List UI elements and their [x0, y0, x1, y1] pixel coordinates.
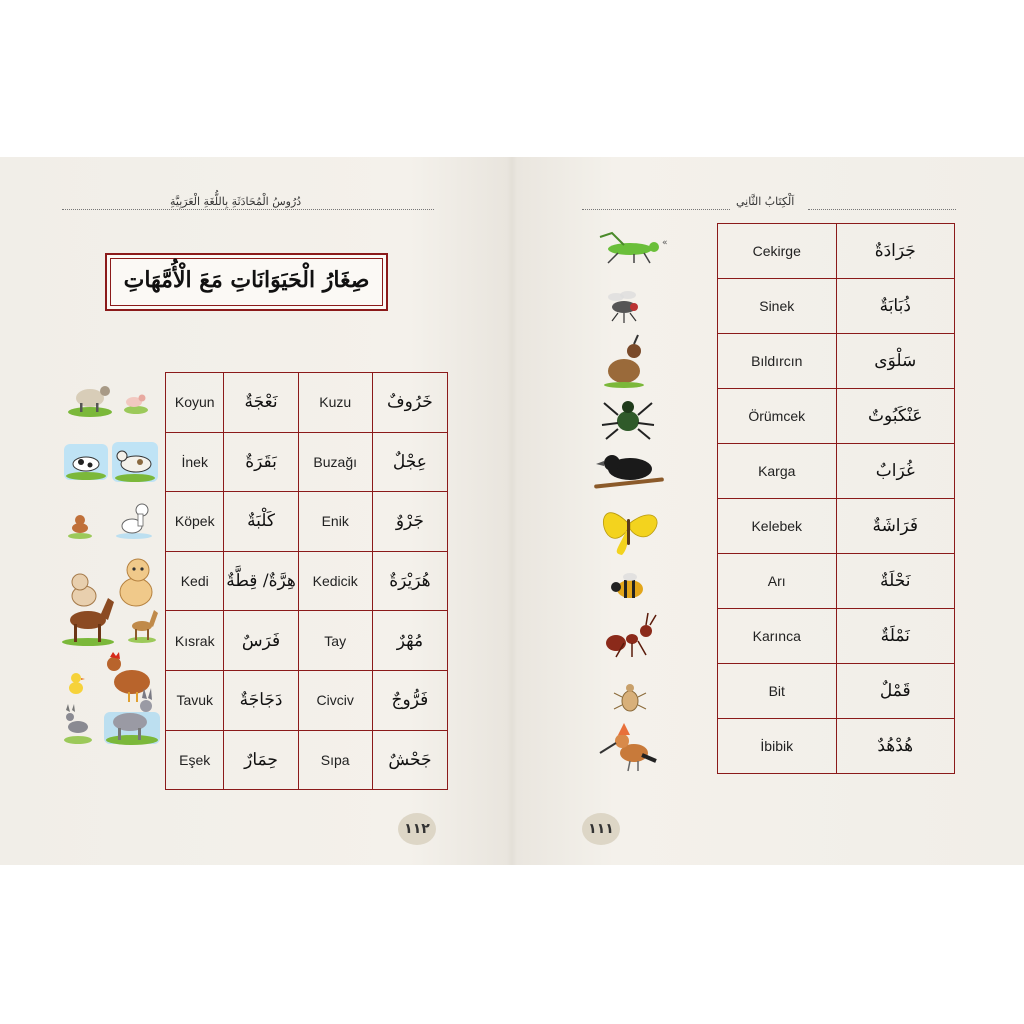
ant-icon [606, 613, 656, 657]
mother-turkish-cell: Eşek [166, 730, 224, 790]
young-arabic-cell: جَرْوٌ [372, 492, 447, 552]
table-row [718, 334, 955, 389]
young-turkish-cell: Sıpa [298, 730, 372, 790]
left-page-number: ١١٢ [398, 813, 436, 845]
young-turkish-cell: Civciv [298, 670, 372, 730]
right-page [512, 157, 1024, 865]
mother-turkish-cell: Koyun [166, 373, 224, 433]
young-turkish-cell: Kuzu [298, 373, 372, 433]
arabic-cell: نَمْلَةٌ [836, 609, 955, 664]
turkish-cell: Cekirge [718, 224, 837, 279]
fly-icon [608, 291, 638, 323]
table-row [718, 499, 955, 554]
table-row [718, 224, 955, 279]
arabic-cell: ذُبَابَةٌ [836, 279, 955, 334]
creature-icons [594, 223, 674, 773]
left-running-head: دُرُوسُ الْمُحَادَثَةِ بِاللُّغَةِ الْعَرَبِيَّةِ [170, 195, 302, 208]
grasshopper-icon [600, 233, 668, 263]
table-row [718, 664, 955, 719]
sheep-and-lamb-illustration [68, 386, 148, 417]
right-header-rule-2 [808, 209, 956, 210]
turkish-cell: Örümcek [718, 389, 837, 444]
young-animals-table [165, 372, 448, 790]
young-arabic-cell: فَرُّوجٌ [372, 670, 447, 730]
bee-icon [611, 573, 643, 598]
right-running-head: اَلْكِتَابُ الثَّانِي [736, 195, 795, 208]
mother-turkish-cell: Köpek [166, 492, 224, 552]
turkish-cell: Sinek [718, 279, 837, 334]
table-row [166, 373, 448, 433]
young-turkish-cell: Tay [298, 611, 372, 671]
young-turkish-cell: Enik [298, 492, 372, 552]
table-row [166, 730, 448, 790]
arabic-cell: سَلْوَى [836, 334, 955, 389]
turkish-cell: Karga [718, 444, 837, 499]
table-row [166, 551, 448, 611]
dog-and-puppy-illustration [68, 504, 152, 539]
young-turkish-cell: Buzağı [298, 432, 372, 492]
mother-arabic-cell: نَعْجَةٌ [224, 373, 298, 433]
table-row [718, 389, 955, 444]
svg-text:«: « [662, 238, 668, 248]
right-page-number: ١١١ [582, 813, 620, 845]
table-row [166, 432, 448, 492]
butterfly-icon [603, 513, 657, 555]
young-arabic-cell: عِجْلٌ [372, 432, 447, 492]
turkish-cell: Bit [718, 664, 837, 719]
insects-birds-table [717, 223, 955, 774]
table-row [718, 719, 955, 774]
cow-and-calf-illustration [64, 442, 158, 482]
arabic-cell: قَمْلٌ [836, 664, 955, 719]
mother-turkish-cell: Kedi [166, 551, 224, 611]
mother-arabic-cell: بَقَرَةٌ [224, 432, 298, 492]
hoopoe-icon [600, 723, 656, 771]
table-row [718, 554, 955, 609]
turkish-cell: Bıldırcın [718, 334, 837, 389]
turkish-cell: İbibik [718, 719, 837, 774]
hen-and-chick-illustration [69, 652, 150, 702]
mother-arabic-cell: كَلْبَةٌ [224, 492, 298, 552]
young-arabic-cell: جَحْشٌ [372, 730, 447, 790]
arabic-cell: عَنْكَبُوتٌ [836, 389, 955, 444]
table-row [718, 609, 955, 664]
spider-icon [602, 401, 654, 439]
mother-arabic-cell: دَجَاجَةٌ [224, 670, 298, 730]
mother-arabic-cell: حِمَارٌ [224, 730, 298, 790]
animal-illustrations [58, 372, 162, 787]
right-header-rule [582, 209, 730, 210]
horse-and-foal-illustration [62, 598, 158, 646]
left-page [0, 157, 512, 865]
turkish-cell: Karınca [718, 609, 837, 664]
table-row [166, 670, 448, 730]
table-row [718, 279, 955, 334]
mother-turkish-cell: İnek [166, 432, 224, 492]
table-row [718, 444, 955, 499]
crow-icon [594, 455, 664, 489]
mother-turkish-cell: Kısrak [166, 611, 224, 671]
title-frame [105, 253, 388, 311]
page-title: صِغَارُ الْحَيَوَانَاتِ مَعَ الْأُمَّهَاتِ [123, 267, 370, 293]
young-arabic-cell: خَرُوفٌ [372, 373, 447, 433]
young-arabic-cell: هُرَيْرَةٌ [372, 551, 447, 611]
turkish-cell: Arı [718, 554, 837, 609]
arabic-cell: غُرَابٌ [836, 444, 955, 499]
mother-arabic-cell: فَرَسٌ [224, 611, 298, 671]
book-spread [0, 157, 1024, 865]
arabic-cell: هُدْهُدٌ [836, 719, 955, 774]
arabic-cell: نَحْلَةٌ [836, 554, 955, 609]
left-header-rule [62, 209, 434, 210]
mother-arabic-cell: هِرَّةٌ/ قِطَّةٌ [224, 551, 298, 611]
table-row [166, 611, 448, 671]
mother-turkish-cell: Tavuk [166, 670, 224, 730]
donkey-and-foal-illustration [64, 688, 160, 745]
table-row [166, 492, 448, 552]
turkish-cell: Kelebek [718, 499, 837, 554]
arabic-cell: فَرَاشَةٌ [836, 499, 955, 554]
quail-icon [604, 335, 644, 388]
young-turkish-cell: Kedicik [298, 551, 372, 611]
young-arabic-cell: مُهْرٌ [372, 611, 447, 671]
arabic-cell: جَرَادَةٌ [836, 224, 955, 279]
cat-and-kitten-illustration [72, 559, 152, 606]
louse-icon [614, 684, 646, 711]
